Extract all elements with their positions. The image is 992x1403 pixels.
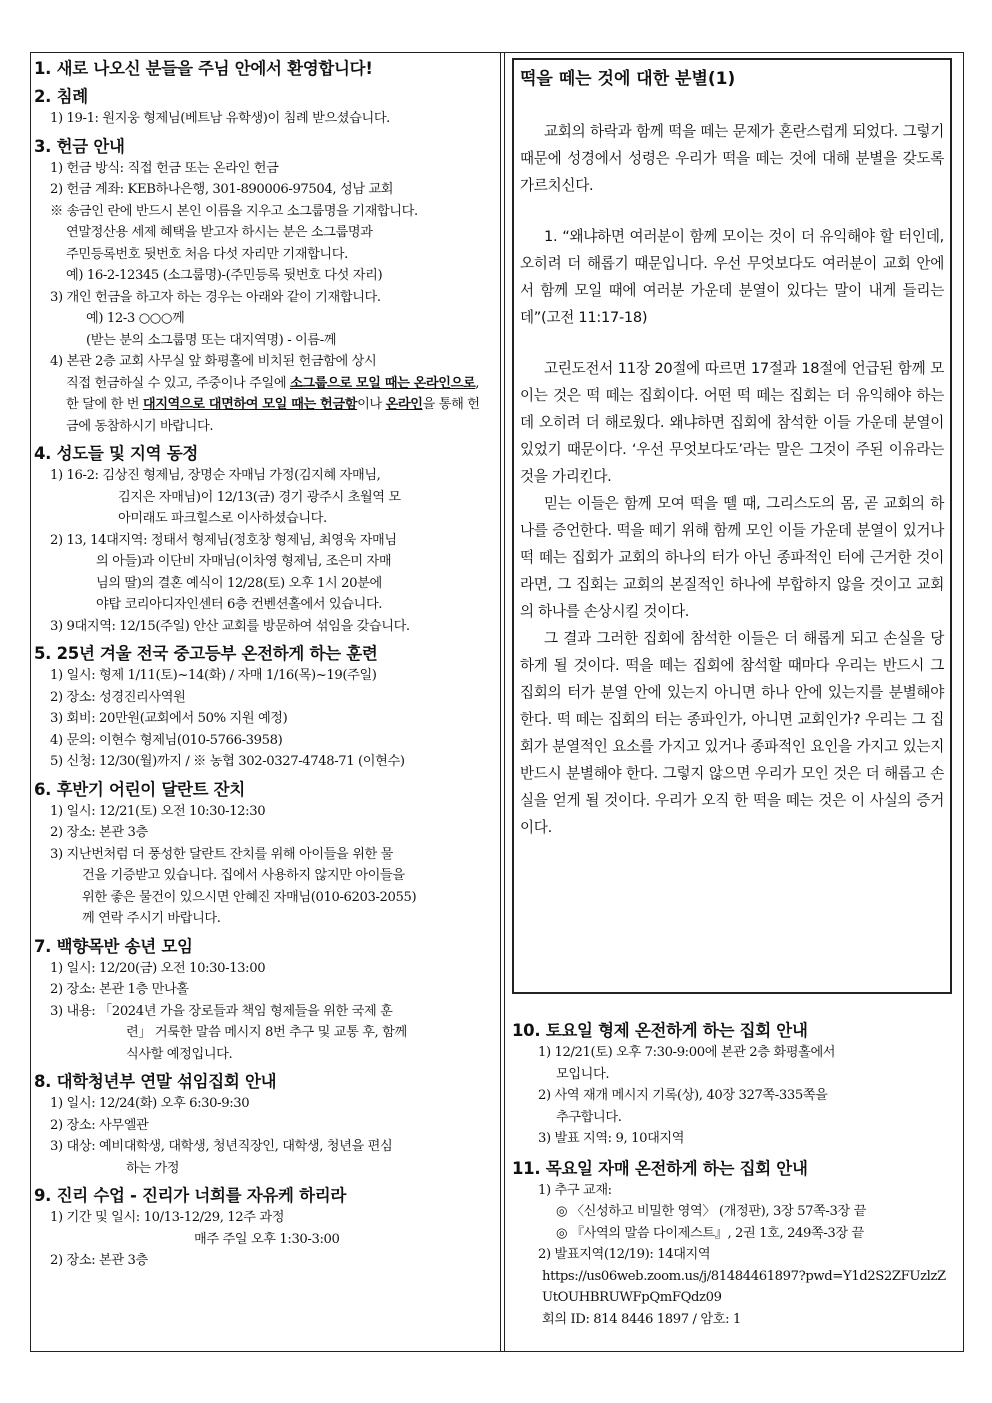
- section-4-item-3: 3) 9대지역: 12/15(주일) 안산 교회를 방문하여 섞임을 갖습니다.: [50, 618, 410, 634]
- section-6-item-3d: 께 연락 주시기 바랍니다.: [82, 911, 221, 926]
- section-4-item-2: 2) 13, 14대지역: 정태서 형제님(정호창 형제님, 최영욱 자매님: [50, 532, 397, 548]
- section-3-note-1: ※ 송금인 란에 반드시 본인 이름을 지우고 소그룹명을 기재합니다.: [50, 203, 418, 219]
- section-9-item-1: 1) 기간 및 일시: 10/13-12/29, 12주 과정: [50, 1210, 285, 1225]
- article-paragraph-2: 1. “왜냐하면 여러분이 함께 모이는 것이 더 유익해야 할 터인데, 오히려 더 해롭기 때문입니다. 우선 무엇보다도 여러분이 교회 안에서 함께 모일 때에 여러분 가운데 분열이 있다는 말이 내게 들리는데”(고전 11:17-18): [520, 228, 944, 326]
- section-10-item-2: 2) 사역 재개 메시지 기록(상), 40장 327쪽-335쪽을: [538, 1088, 828, 1103]
- article-paragraph-4: 믿는 이들은 함께 모여 떡을 뗄 때, 그리스도의 몸, 곧 교회의 하나를 증언한다. 떡을 떼기 위해 함께 모인 이들 가운데 분열이 있거나 떡 떼는 집회가 교회의 하나의 터가 아닌 종파적인 터에 근거한 것이라면, 그 집회는 교회의 본질적인 하나에 부합하지 않을 것이고 교회의 하나를 손상시킬 것이다.: [520, 495, 944, 620]
- section-3-note-4: 예) 16-2-12345 (소그룹명)-(주민등록 뒷번호 다섯 자리): [66, 268, 383, 283]
- article-box: [512, 58, 952, 994]
- section-5-item-4: 4) 문의: 이현수 형제님(010-5766-3958): [50, 732, 283, 748]
- section-7-title: 7. 백향목반 송년 모임: [34, 936, 193, 956]
- section-3-item-4-text-2: , 한 달에 한 번: [66, 375, 480, 412]
- section-11-title: 11. 목요일 자매 온전하게 하는 집회 안내: [512, 1158, 808, 1178]
- section-7-item-2: 2) 장소: 본관 1층 만나홀: [50, 982, 189, 997]
- section-4-title: 4. 성도들 및 지역 동정: [34, 444, 199, 463]
- zoom-link[interactable]: https://us06web.zoom.us/j/81484461897?pwd=Y1d2S2ZFUzlzZUtOUHBRUWFpQmFQdz09: [542, 1268, 946, 1305]
- column-divider: [500, 52, 505, 1352]
- right-column: [512, 58, 952, 1330]
- section-8-item-3b: 하는 가정: [126, 1160, 180, 1176]
- section-9-item-2: 2) 장소: 본관 3층: [50, 1253, 148, 1268]
- article-paragraph-1: 교회의 하락과 함께 떡을 떼는 문제가 혼란스럽게 되었다. 그렇기 때문에 성경에서 성령은 우리가 떡을 떼는 것에 대해 분별을 갖도록 가르치신다.: [520, 123, 944, 194]
- section-5-item-5: 5) 신청: 12/30(월)까지 / ※ 농협 302-0327-4748-71 (이현수): [50, 754, 405, 769]
- section-6-item-3b: 건을 기증받고 있습니다. 집에서 사용하지 않지만 아이들을: [82, 868, 405, 883]
- section-7-item-3: 3) 내용: 「2024년 가을 장로들과 책임 형제들을 위한 국제 훈: [50, 1003, 393, 1019]
- section-3-item-4-highlight-2: 대지역으로 대면하여 모일 때는 헌금함: [142, 397, 358, 412]
- section-3-item-4-highlight-1: 소그룹으로 모일 때는 온라인으로: [289, 375, 476, 391]
- section-10-item-1b: 모입니다.: [556, 1066, 610, 1082]
- section-6-item-1: 1) 일시: 12/21(토) 오전 10:30-12:30: [50, 803, 266, 819]
- section-6-item-3c: 위한 좋은 물건이 있으시면 안혜진 자매님(010-6203-2055): [82, 889, 417, 905]
- section-9-item-1b: 매주 주일 오후 1:30-3:00: [194, 1231, 340, 1247]
- section-8-title: 8. 대학청년부 연말 섞임집회 안내: [34, 1072, 277, 1091]
- section-5-title: 5. 25년 겨울 전국 중고등부 온전하게 하는 훈련: [34, 644, 378, 663]
- section-11-item-1: 1) 추구 교재:: [538, 1182, 612, 1198]
- section-7-item-3b: 련」 거룩한 말씀 메시지 8번 추구 및 교통 후, 함께: [126, 1025, 407, 1040]
- section-4-item-2c: 님의 딸)의 결혼 예식이 12/28(토) 오후 1시 20분에: [96, 575, 382, 591]
- section-10-title: 10. 토요일 형제 온전하게 하는 집회 안내: [512, 1021, 808, 1040]
- section-7-item-3c: 식사할 예정입니다.: [126, 1046, 233, 1062]
- section-3-note-3: 주민등록번호 뒷번호 처음 다섯 자리만 기재합니다.: [66, 246, 348, 262]
- section-3-item-4-line-1: 4) 본관 2층 교회 사무실 앞 화평홀에 비치된 헌금함에 상시: [50, 354, 377, 369]
- section-3-item-4-text-3: 이나: [357, 397, 386, 412]
- section-4-item-1c: 아미래도 파크힐스로 이사하셨습니다.: [118, 511, 327, 526]
- section-10-item-1: 1) 12/21(토) 오후 7:30-9:00에 본관 2층 화평홀에서: [538, 1045, 836, 1060]
- section-6-item-2: 2) 장소: 본관 3층: [50, 825, 148, 840]
- section-11-item-2: 2) 발표지역(12/19): 14대지역: [538, 1247, 711, 1262]
- section-3-item-2: 2) 헌금 계좌: KEB하나은행, 301-890006-97504, 성남 교회: [50, 182, 394, 197]
- section-6-title: 6. 후반기 어린이 달란트 잔치: [34, 779, 245, 799]
- section-1-title: 1. 새로 나오신 분들을 주님 안에서 환영합니다!: [34, 59, 373, 78]
- section-8-item-1: 1) 일시: 12/24(화) 오후 6:30-9:30: [50, 1096, 250, 1111]
- section-4-item-2d: 야탑 코리아디자인센터 6층 컨벤션홀에서 있습니다.: [96, 597, 383, 612]
- left-column: [34, 58, 488, 1272]
- section-5-item-3: 3) 회비: 20만원(교회에서 50% 지원 예정): [50, 711, 288, 726]
- meeting-id: 회의 ID: 814 8446 1897 / 암호: 1: [542, 1311, 741, 1327]
- section-10-item-3: 3) 발표 지역: 9, 10대지역: [538, 1131, 685, 1146]
- article-paragraph-3: 고린도전서 11장 20절에 따르면 17절과 18절에 언급된 함께 모이는 것은 떡 떼는 집회이다. 어떤 떡 떼는 집회는 더 유익해야 하는데 오히려 더 해로웠다. 왜냐하면 집회에 참석한 이들 가운데 분열이 있었기 때문이다. ‘우선 무엇보다도’라는 말은 그것이 주된 이유라는 것을 가리킨다.: [520, 360, 944, 485]
- section-2-item-1: 1) 19-1: 원지웅 형제님(베트남 유학생)이 침례 받으셨습니다.: [50, 111, 390, 126]
- section-11-item-1b: ◎ 『사역의 말씀 다이제스트』, 2권 1호, 249쪽-3장 끝: [556, 1225, 864, 1241]
- section-11-item-1a: ◎ 〈신성하고 비밀한 영역〉 (개정판), 3장 57쪽-3장 끝: [556, 1204, 866, 1219]
- section-2-title: 2. 침례: [34, 87, 88, 106]
- section-3-title: 3. 헌금 안내: [34, 136, 125, 156]
- section-9-title: 9. 진리 수업 - 진리가 너희를 자유케 하리라: [34, 1186, 347, 1205]
- section-3-note-2: 연말정산용 세제 혜택을 받고자 하시는 분은 소그룹명과: [66, 225, 373, 240]
- section-3-item-3a: 예) 12-3 ○○○께: [86, 311, 185, 326]
- section-3-item-1: 1) 헌금 방식: 직접 헌금 또는 온라인 헌금: [50, 160, 279, 176]
- section-3-item-4-text-1: 직접 헌금하실 수 있고, 주중이나 주일에: [66, 375, 290, 391]
- section-8-item-2: 2) 장소: 사무엘관: [50, 1117, 149, 1133]
- section-3-item-4: [34, 351, 488, 437]
- section-4-item-1b: 김지은 자매님)이 12/13(금) 경기 광주시 초월역 모: [118, 489, 401, 505]
- section-5-item-1: 1) 일시: 형제 1/11(토)~14(화) / 자매 1/16(목)~19(주일): [50, 668, 377, 683]
- section-3-item-3b: (받는 분의 소그룹명 또는 대지역명) - 이름-께: [86, 332, 337, 348]
- section-10-item-2b: 추구합니다.: [556, 1109, 622, 1125]
- section-5-item-2: 2) 장소: 성경진리사역원: [50, 689, 186, 705]
- section-6-item-3: 3) 지난번처럼 더 풍성한 달란트 잔치를 위해 아이들을 위한 물: [50, 846, 393, 862]
- section-3-item-4-highlight-3: 온라인: [385, 397, 423, 412]
- section-7-item-1: 1) 일시: 12/20(금) 오전 10:30-13:00: [50, 960, 266, 976]
- section-8-item-3: 3) 대상: 예비대학생, 대학생, 청년직장인, 대학생, 청년을 편심: [50, 1139, 393, 1154]
- section-3-item-4-text-4: 을 통해 헌금에 동참하시기 바랍니다.: [66, 397, 480, 434]
- section-3-item-3: 3) 개인 헌금을 하고자 하는 경우는 아래와 같이 기재합니다.: [50, 289, 381, 305]
- article-title: 떡을 떼는 것에 대한 분별(1): [520, 69, 736, 89]
- section-4-item-2b: 의 아들)과 이단비 자매님(이차영 형제님, 조은미 자매: [96, 554, 392, 569]
- article-paragraph-5: 그 결과 그러한 집회에 참석한 이들은 더 해롭게 되고 손실을 당하게 될 것이다. 떡을 떼는 집회에 참석할 때마다 우리는 반드시 그 집회의 터가 분열 안에 있는지 아니면 하나 안에 있는지를 분별해야 한다. 떡 떼는 집회의 터는 종파인가, 아니면 교회인가? 우리는 그 집회가 분열적인 요소를 가지고 있거나 종파적인 요인을 가지고 있는지 반드시 분별해야 한다. 그렇지 않으면 우리가 모인 것은 더 해롭고 손실을 얻게 될 것이다. 우리가 오직 한 떡을 떼는 것은 이 사실의 증거이다.: [520, 630, 944, 836]
- section-4-item-1: 1) 16-2: 김상진 형제님, 장명순 자매님 가정(김지혜 자매님,: [50, 468, 381, 483]
